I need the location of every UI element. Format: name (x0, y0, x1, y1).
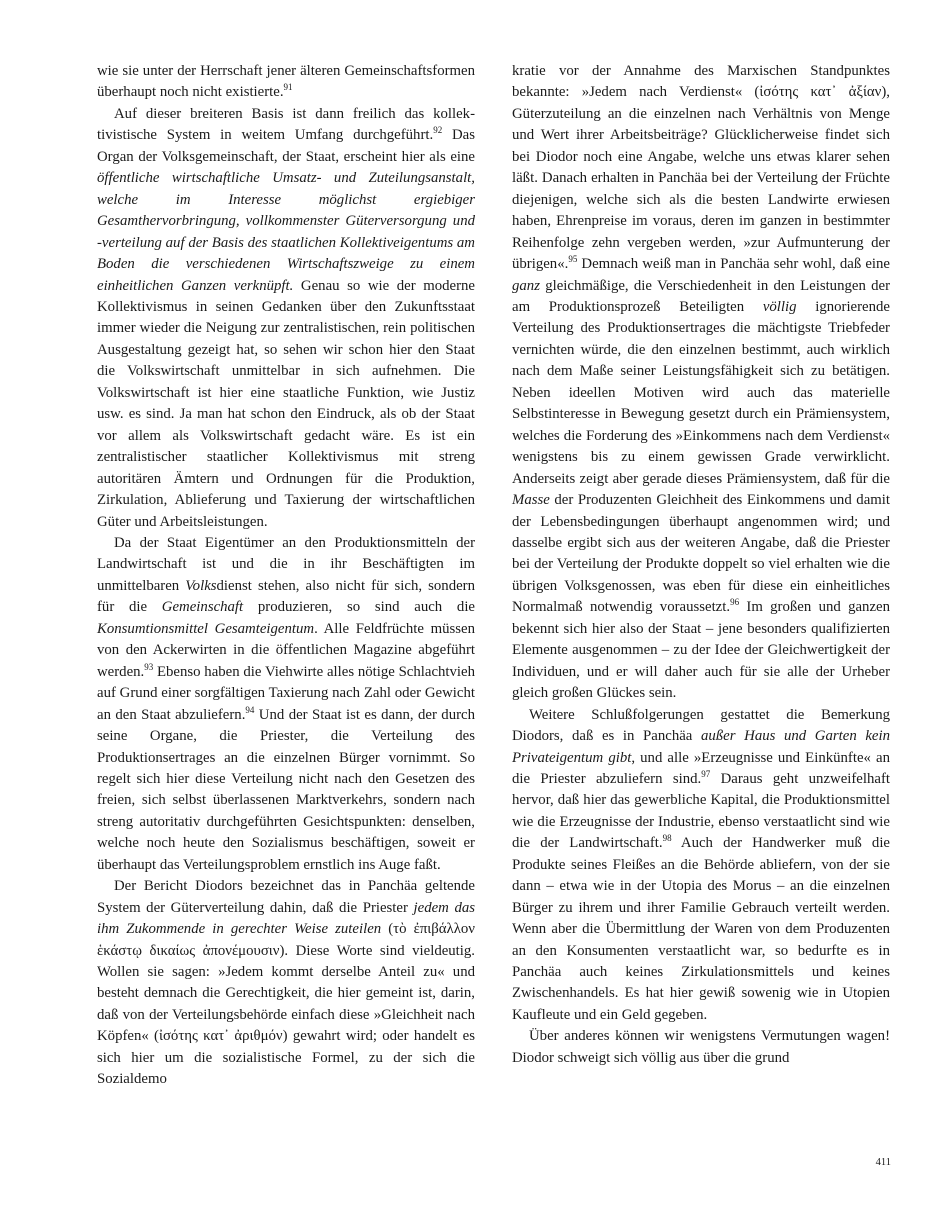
footnote-ref: 96 (730, 597, 740, 608)
paragraph (97, 104, 475, 533)
body-text: Daraus geht unzweifelhaft hervor, daß hier das gewerbliche Kapital, die Produktionsmittel wie die Erzeugnisse der Industrie, ebenso verstaatlicht sind wie die der Landwirtschaft. (512, 770, 890, 852)
emphasis-text: öffentliche wirtschaftliche Umsatz- und Zuteilungsanstalt, welche im Interesse möglichst ergiebiger Gesamthervorbringung, vollkommenster Güterversorgung und -verteilung auf der Basis des staatlichen Kollektiveigentums am Boden die verschiedenen Wirtschaftszweige zu einem einheitlichen Ganzen verknüpft. (97, 170, 475, 294)
body-text: Und der Staat ist es dann, der durch seine Organe, die Priester, die Verteilung des Produktionsertrages an die einzelnen Bürger vornimmt. So regelt sich hier diese Verteilung nicht nach den Gesetzen des freien, sich selbst überlassenen Marktverkehrs, sondern nach streng autoritativ durchgeführten Gesichtspunkten: denselben, welche noch heute den Sozialismus beschäftigen, soweit er überhaupt das Verteilungsproblem ernstlich ins Auge faßt. (97, 706, 475, 873)
body-text: Auf dieser breiteren Basis ist dann freilich das kollektivistische System in weitem Umfang durchgeführt. (97, 105, 475, 144)
body-text: wie sie unter der Herrschaft jener älteren Gemeinschaftsformen überhaupt noch nicht existierte. (97, 63, 475, 101)
body-text: Über anderes können wir wenigstens Vermutungen wagen! Diodor schweigt sich völlig aus über die grund (512, 1028, 890, 1066)
body-text: . Alle Feldfrüchte müssen von den Ackerwirten in die öffentlichen Magazine abgeführt werden. (97, 620, 475, 680)
body-text: Demnach weiß man in Panchäa sehr wohl, daß eine (577, 256, 890, 273)
paragraph (97, 533, 475, 876)
emphasis-text: jedem das ihm Zukommende in gerechter Weise zuteilen (97, 899, 475, 938)
body-text: Ebenso haben die Viehwirte alles nötige Schlachtvieh auf Grund einer sorgfältigen Taxierung nach Zahl oder Gewicht an den Staat abzuliefern. (97, 663, 475, 723)
emphasis-text: Masse (512, 492, 550, 509)
body-text: ignorierende Verteilung des Produktionsertrages die mächtigste Triebfeder vernichten würde, die den einzelnen bestimmt, auch wirklich nach dem Maße seiner Leistungsfähigkeit sich zu betätigen. Neben ideellen Motiven wird auch das materielle Selbstinteresse in Bewegung gesetzt durch ein Prämiensystem, welches die Forderung des »Einkommens nach dem Verdienst« wenigstens bis zu einem gewissen Grade verwirklicht. Anderseits zeigt aber gerade dieses Prämiensystem, daß für die (512, 298, 890, 487)
footnote-ref: 91 (283, 82, 293, 93)
footnote-ref: 93 (144, 661, 154, 672)
paragraph (512, 61, 890, 705)
left-column (97, 61, 475, 1091)
emphasis-text: außer Haus und Garten kein Privateigentum gibt (512, 728, 890, 766)
body-text: kratie vor der Annahme des Marxischen Standpunktes bekannte: »Jedem nach Verdienst« (ἰσότης κατ᾽ ἀξίαν), Güterzuteilung an die einzelnen nach Verhältnis von Menge und Wert ihrer Arbeitsbeiträge? Glücklicherweise findet sich bei Diodor noch eine Angabe, welche uns etwas klarer sehen läßt. Danach erhalten in Panchäa bei der Verteilung der Früchte diejenigen, welche sich als die besten Landwirte erwiesen haben, Ehrenpreise im voraus, deren im ganzen in bestimmter Reihenfolge zehn vergeben werden, »zur Aufmunterung der übrigen«. (512, 63, 890, 273)
footnote-ref: 97 (701, 768, 711, 779)
emphasis-text: Gemeinschaft (161, 599, 244, 616)
body-text: Das Organ der Volksgemeinschaft, der Staat, erscheint hier als eine (97, 127, 475, 165)
paragraph (97, 61, 475, 104)
footnote-ref: 95 (568, 254, 578, 265)
body-text: Da der Staat Eigentümer an den Produktionsmitteln der Landwirtschaft ist und die in ihr Beschäftigten im unmittelbaren (97, 534, 475, 594)
emphasis-text: Konsumtionsmittel Gesamteigentum (97, 620, 315, 637)
body-text: Der Bericht Diodors bezeichnet das in Panchäa geltende System der Güterverteilung dahin, daß die Priester (97, 878, 475, 916)
emphasis-text: ganz (512, 277, 540, 294)
footnote-ref: 94 (245, 704, 255, 715)
page-number: 411 (875, 1157, 891, 1168)
right-column (512, 61, 890, 1069)
body-text: Im großen und ganzen bekennt sich hier also der Staat – jene besonders qualifizierten Elemente ausgenommen – zu der Idee der Gleichwertigkeit der Individuen, und er will daher auch für sie alle der Urheber gleich großen Glückes sein. (512, 599, 890, 702)
body-text: Weitere Schlußfolgerungen gestattet die Bemerkung Diodors, daß es in Panchäa (512, 706, 890, 745)
footnote-ref: 92 (433, 125, 443, 136)
body-text: Auch der Handwerker muß die Produkte seines Fleißes an die Behörde abliefern, von der sie dann – etwa wie in der Utopia des Morus – an die einzelnen Bürger zu ihrem und ihrer Familie Gebrauch verteilt werden. Wenn aber die Übermittlung der Waren von dem Produzenten an den Konsumenten verstaatlicht war, so bedurfte es in Panchäa auch keines Zirkulationsmittels und keines Zwischenhandels. Es hat hier gewiß sowenig wie in Utopien Kaufleute und ein Geld gegeben. (512, 835, 890, 1023)
body-text: Genau so wie der moderne Kollektivismus in seinen Gedanken über den Zukunftsstaat immer wieder die Neigung zur zentralistischen, rein politischen Ausgestaltung gezeigt hat, so sehen wir schon hier den Staat die Volkswirtschaft unmittelbar in sich aufnehmen. Die Volkswirtschaft ist hier eine staatliche Funktion, wie Justiz usw. es sind. Ja man hat schon den Eindruck, als ob der Staat vor allem als Volkswirtschaft gedacht wäre. Es ist ein zentralistischer staatlicher Kollektivismus mit streng autoritären Ämtern und Ordnungen für die Produktion, Zirkulation, Ablieferung und Taxierung der wirtschaftlichen Güter und Arbeitsleistungen. (97, 277, 475, 530)
paragraph (512, 705, 890, 1027)
emphasis-text: Volks (185, 577, 217, 594)
body-text: gleichmäßige, die Verschiedenheit in den Leistungen der am Produktionsprozeß Beteiligten (512, 277, 890, 315)
paragraph (97, 876, 475, 1091)
emphasis-text: völlig (762, 298, 797, 315)
body-text: produzieren, so sind auch die (243, 599, 475, 616)
body-text: (τὸ ἐπιβάλλον ἑκάστῳ δικαίως ἀπονέμουσιν). Diese Worte sind vieldeutig. Wollen sie sagen: »Jedem kommt derselbe Anteil zu« und besteht demnach die Gerechtigkeit, die hier gemeint ist, darin, daß von der Verteilungsbehörde einfach diese »Gleichheit nach Köpfen« (ἰσότης κατ᾽ ἀριθμόν) gewahrt wird; oder handelt es sich hier um die sozialistische Formel, zu der sich die Sozialdemo (97, 921, 475, 1088)
body-text: der Produzenten Gleichheit des Einkommens und damit der Lebensbedingungen überhaupt angenommen wird; und dasselbe ergibt sich aus der weiteren Angabe, daß die Priester bei der Verteilung der Produkte doppelt so viel erhalten wie die übrigen Volksgenossen, was eben für diese ein einheitliches Normalmaß notwendig voraussetzt. (512, 492, 890, 616)
paragraph (512, 1026, 890, 1069)
body-text: dienst stehen, also nicht für sich, sondern für die (97, 577, 475, 616)
body-text: , und alle »Erzeugnisse und Einkünfte« an die Priester abzuliefern sind. (512, 749, 890, 787)
footnote-ref: 98 (662, 833, 672, 844)
